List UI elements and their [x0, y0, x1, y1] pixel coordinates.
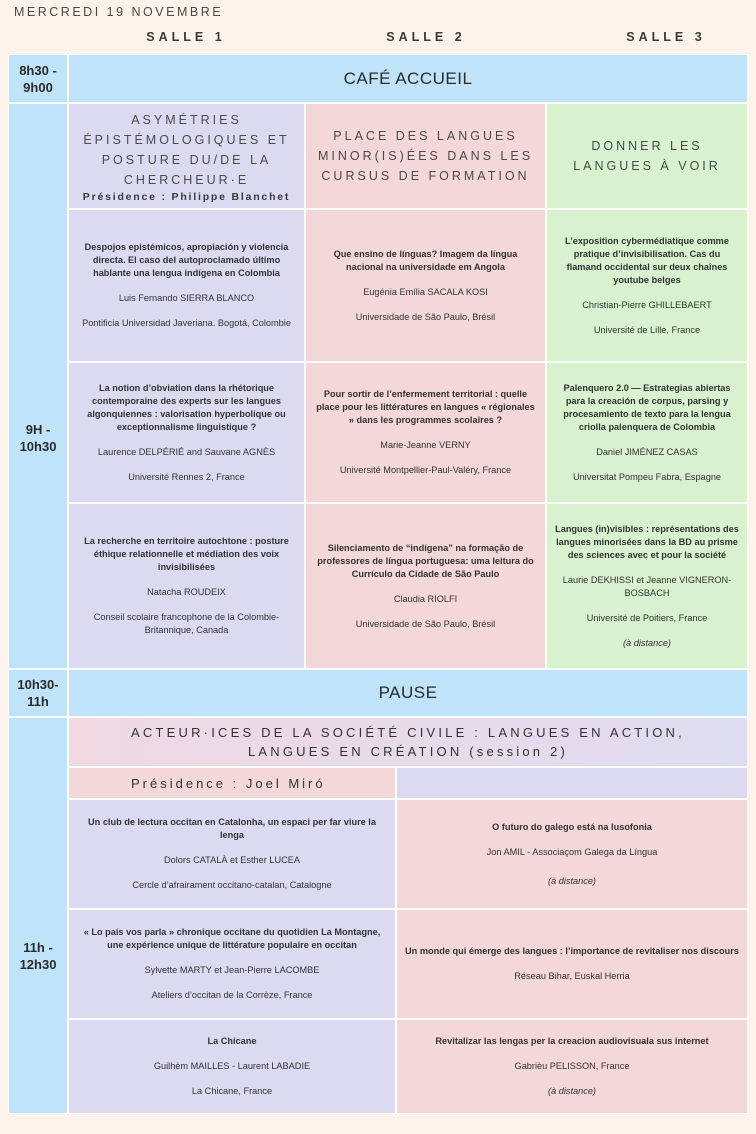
- room-3-heading: SALLE 3: [626, 30, 706, 44]
- room-2-heading: SALLE 2: [386, 30, 466, 44]
- session2-presidence: Présidence : Joel Miró: [68, 767, 396, 799]
- talk-salle2-3: Silenciamento de “indígena” na formação de professores de língua portuguesa: uma leitura do Currículo da Cidade de São Paulo Claudia RIOLFI Universidade de São Paulo, Brésil: [305, 503, 546, 669]
- cafe-accueil-band: CAFÉ ACCUEIL: [68, 54, 748, 103]
- time-slot-pause: 10h30- 11h: [8, 669, 68, 717]
- theme-salle-2: PLACE DES LANGUES MINOR(IS)ÉES DANS LES CURSUS DE FORMATION: [305, 103, 546, 209]
- time-slot-block1: 9H - 10h30: [8, 103, 68, 669]
- theme-salle-1: ASYMÉTRIES ÉPISTÉMOLOGIQUES ET POSTURE DU/DE LA CHERCHEUR·E Présidence : Philippe Blanchet: [68, 103, 305, 209]
- date-heading: MERCREDI 19 NOVEMBRE: [14, 5, 224, 19]
- session2-presidence-blank: [396, 767, 748, 799]
- talk-session2-right-3: Revitalizar las lengas per la creacion audiovisuala sus internet Gabrièu PELISSON, France (à distance): [396, 1019, 748, 1114]
- time-slot-block2: 11h - 12h30: [8, 717, 68, 1114]
- theme-session-2: ACTEUR·ICES DE LA SOCIÉTÉ CIVILE : LANGUES EN ACTION, LANGUES EN CRÉATION (session 2): [68, 717, 748, 767]
- talk-salle3-2: Palenquero 2.0 — Estrategias abiertas para la creación de corpus, parsing y procesamiento de texto para la lengua criolla palenquera de Colombia Daniel JIMÉNEZ CASAS Universitat Pompeu Fabra, Espagne: [546, 362, 748, 503]
- talk-session2-left-1: Un club de lectura occitan en Catalonha, un espaci per far viure la lenga Dolors CATALÀ et Esther LUCEA Cercle d’afrairament occitano-catalan, Catalogne: [68, 799, 396, 909]
- talk-salle3-3: Langues (in)visibles : représentations des langues minorisées dans la BD au prisme des sciences avec et pour la société Laurie DEKHISSI et Jeanne VIGNERON-BOSBACH Université de Poitiers, France (à distance): [546, 503, 748, 669]
- talk-salle1-2: La notion d’obviation dans la rhétorique contemporaine des experts sur les langues algonquiennes : valorisation hyperbolique ou exceptionnalisme linguistique ? Laurence DELPÉRIÉ and Sauvane AGNÈS Université Rennes 2, France: [68, 362, 305, 503]
- talk-session2-right-2: Un monde qui émerge des langues : l’importance de revitaliser nos discours Réseau Bihar, Euskal Herria: [396, 909, 748, 1019]
- talk-salle2-2: Pour sortir de l’enfermement territorial : quelle place pour les littératures en langues « régionales » dans les programmes scolaires ? Marie-Jeanne VERNY Université Montpellier-Paul-Valéry, France: [305, 362, 546, 503]
- talk-session2-left-3: La Chicane Guilhèm MAILLES - Laurent LABADIE La Chicane, France: [68, 1019, 396, 1114]
- talk-salle2-1: Que ensino de línguas? Imagem da língua nacional na universidade em Angola Eugénia Emília SACALA KOSI Universidade de São Paulo, Brésil: [305, 209, 546, 362]
- talk-salle3-1: L’exposition cybermédiatique comme pratique d’invisibilisation. Cas du flamand occidental sur deux chaînes youtube belges Christian-Pierre GHILLEBAERT Université de Lille, France: [546, 209, 748, 362]
- talk-session2-right-1: O futuro do galego está na lusofonia Jon AMIL - Associaçom Galega da Língua (à distance): [396, 799, 748, 909]
- talk-salle1-1: Despojos epistémicos, apropiación y violencia directa. El caso del autoproclamado último hablante una lengua indígena en Colombia Luis Fernando SIERRA BLANCO Pontificia Universidad Javeriana. Bogotá, Colombie: [68, 209, 305, 362]
- time-slot-cafe: 8h30 - 9h00: [8, 54, 68, 103]
- talk-session2-left-2: « Lo país vos parla » chronique occitane du quotidien La Montagne, une expérience unique de littérature populaire en occitan Sylvette MARTY et Jean-Pierre LACOMBE Ateliers d’occitan de la Corrèze, France: [68, 909, 396, 1019]
- talk-salle1-3: La recherche en territoire autochtone : posture éthique relationnelle et médiation des voix invisibilisées Natacha ROUDEIX Conseil scolaire francophone de la Colombie-Britannique, Canada: [68, 503, 305, 669]
- theme-salle-3: DONNER LES LANGUES À VOIR: [546, 103, 748, 209]
- pause-band: PAUSE: [68, 669, 748, 717]
- room-1-heading: SALLE 1: [146, 30, 226, 44]
